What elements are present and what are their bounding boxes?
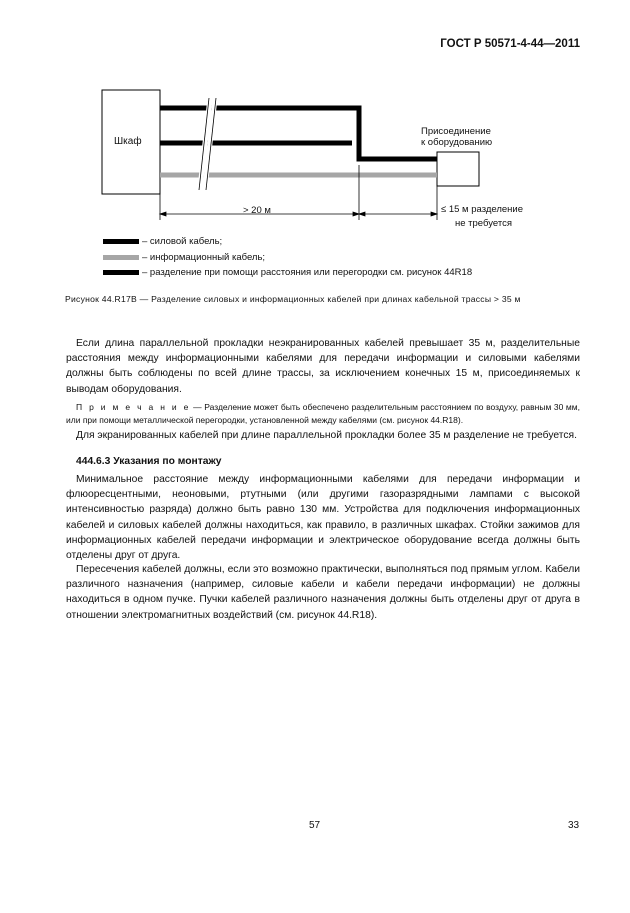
- legend-label-info: – информационный кабель;: [142, 252, 266, 263]
- equipment-label-line1: Присоединение: [421, 126, 491, 137]
- paragraph-3: Минимальное расстояние между информационными кабелями для передачи информации и флюоресцентными, неоновыми, ртутными (или другими газоразрядными лампами с высокой интенсивностью разряда) должно быть равно 130 мм. Устройства для подключения информационных кабелей и силовых кабелей должны находиться, как правило, в различных шкафах. Стойки зажимов для информационных кабелей передачи информации и электрическое оборудование всегда должны быть отделены друг от друга.: [66, 474, 580, 562]
- legend-swatch-info: [103, 255, 139, 260]
- equipment-box: [437, 152, 479, 186]
- dimension-left-label: > 20 м: [243, 205, 271, 216]
- legend-label-power: – силовой кабель;: [142, 236, 223, 247]
- page-number-right: 33: [568, 820, 580, 831]
- legend-swatch-separation: [103, 270, 139, 275]
- legend-swatch-power: [103, 239, 139, 244]
- figure-caption: Рисунок 44.R17B — Разделение силовых и информационных кабелей при длинах кабельной трассы > 35 м: [65, 294, 521, 304]
- legend-label-separation: – разделение при помощи расстояния или перегородки см. рисунок 44R18: [142, 267, 473, 278]
- cabinet-label: Шкаф: [114, 136, 142, 147]
- paragraph-4: Пересечения кабелей должны, если это возможно практически, выполняться под прямым углом. Кабели различного назначения (например, силовые кабели и кабели передачи информации) не должны находиться в одном пучке. Пучки кабелей различного назначения должны быть отделены друг от друга в отношении электромагнитных воздействий (см. рисунок 44.R18).: [66, 564, 580, 621]
- document-header: ГОСТ Р 50571-4-44—2011: [440, 38, 580, 50]
- dimension-right-label-line2: не требуется: [455, 218, 512, 229]
- power-cable-top: [160, 108, 437, 159]
- paragraph-2: Для экранированных кабелей при длине параллельной прокладки более 35 м разделение не требуется.: [76, 430, 577, 441]
- cable-diagram: [0, 0, 630, 290]
- note: [66, 401, 580, 427]
- equipment-label-line2: к оборудованию: [421, 137, 493, 148]
- note-text: — Разделение может быть обеспечено разделительным расстоянием по воздуху, равным 30 мм, или при помощи металлической перегородки, установленной между кабелями (см. рисунок 44.R18).: [66, 402, 580, 426]
- dimension-right-label-line1: ≤ 15 м разделение: [441, 204, 524, 215]
- note-label: П р и м е ч а н и е: [76, 402, 191, 412]
- page-number-center: 57: [309, 820, 321, 831]
- paragraph-1: Если длина параллельной прокладки неэкранированных кабелей превышает 35 м, разделительные расстояния между информационными кабелями для передачи информации и силовыми кабелями должны быть соблюдены по всей длине трассы, за исключением конечных 15 м, присоединяемых к выводам оборудования.: [66, 338, 580, 395]
- section-title: 444.6.3 Указания по монтажу: [76, 456, 222, 467]
